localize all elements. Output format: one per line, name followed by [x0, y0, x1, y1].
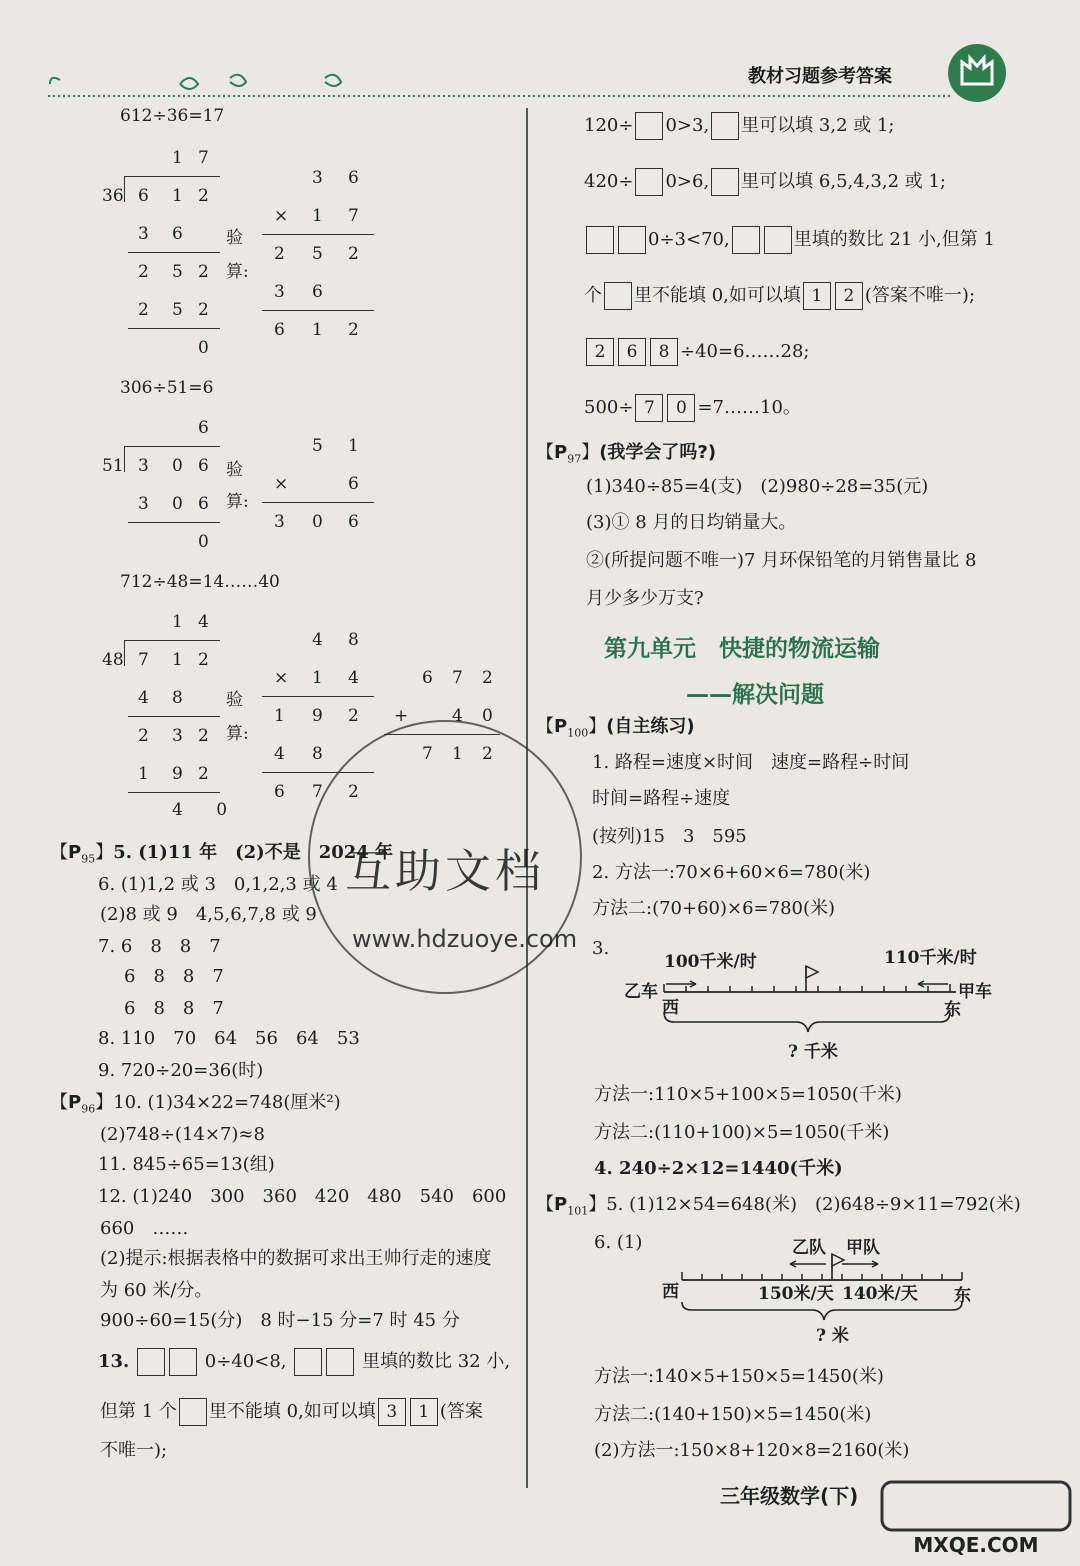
s1c: (按列)15 3 595	[592, 826, 747, 847]
s1a: 1. 路程=速度×时间 速度=路程÷时间	[592, 752, 910, 773]
answer-p96-10: 【$P_{96}$】10. (1)34×22=748(厘米²)	[50, 1092, 341, 1116]
digit: 7	[452, 668, 463, 688]
digit: 7	[138, 650, 149, 670]
digit: 2	[138, 300, 149, 320]
book-logo-icon	[948, 44, 1006, 102]
s6: 6. (1)	[594, 1232, 643, 1253]
digit: 1	[312, 206, 323, 226]
number-line-cars-icon	[656, 962, 966, 1046]
digit: 8	[312, 744, 323, 764]
plus-sign: +	[394, 706, 409, 726]
car-right: 甲车	[958, 982, 992, 1002]
blank-box	[137, 1348, 165, 1376]
digit: 6	[172, 224, 183, 244]
check-label: 验	[226, 228, 243, 248]
digit: 3	[138, 224, 149, 244]
check-label: 算:	[226, 724, 249, 744]
digit: 6	[198, 456, 209, 476]
unit-title: 第九单元 快捷的物流运输	[604, 636, 880, 662]
answer-13b: 但第 1 个 里不能填 0,如可以填 3 1 (答案	[100, 1398, 483, 1426]
filled-box: 7	[635, 394, 663, 422]
s6b: 方法二:(140+150)×5=1450(米)	[594, 1404, 872, 1425]
digit: 2	[198, 764, 209, 784]
digit: 5	[172, 262, 183, 282]
page-footer: 三年级数学(下)	[720, 1484, 859, 1508]
answer-7a: 7. 6 8 8 7	[98, 936, 221, 957]
team-right: 甲队	[846, 1238, 880, 1258]
car-left: 乙车	[624, 982, 658, 1002]
mxqe-logo-text: MXQE.COM	[913, 1533, 1039, 1557]
blank-box	[711, 112, 739, 140]
total-distance: ? 米	[816, 1326, 849, 1346]
digit: 4	[138, 688, 149, 708]
speed-left: 150米/天	[758, 1284, 834, 1304]
digit: 9	[172, 764, 183, 784]
digit: 2	[198, 300, 209, 320]
digit: 2	[138, 726, 149, 746]
digit: 7	[348, 206, 359, 226]
team-left: 乙队	[792, 1238, 826, 1258]
digit: 3	[138, 456, 149, 476]
digit: 1	[274, 706, 285, 726]
s4: 4. 240÷2×12=1440(千米)	[594, 1158, 843, 1179]
west-label: 西	[662, 1282, 679, 1302]
blank-box	[179, 1398, 207, 1426]
p97-c: ②(所提问题不唯一)7 月环保铅笔的月销售量比 8	[586, 550, 977, 571]
divisor: 51	[102, 456, 124, 476]
digit: 4	[452, 706, 463, 726]
answer-12d: 为 60 米/分。	[100, 1280, 213, 1301]
filled-box: 8	[650, 338, 678, 366]
equation-612: 612÷36=17	[120, 106, 225, 126]
blank-box	[635, 112, 663, 140]
answer-12b: 660 ……	[100, 1218, 189, 1239]
right-line-1: 120÷ 0>3, 里可以填 3,2 或 1;	[584, 112, 894, 140]
right-line-5: 2 6 8 ÷40=6……28;	[584, 338, 810, 366]
remainder: 0	[198, 338, 209, 358]
section-p97: 【$P_{97}$】(我学会了吗?)	[536, 442, 717, 466]
digit: 9	[312, 706, 323, 726]
east-label: 东	[944, 1000, 961, 1020]
digit: 2	[138, 262, 149, 282]
digit: 2	[198, 650, 209, 670]
digit: 1	[312, 668, 323, 688]
digit: 5	[312, 244, 323, 264]
right-line-6: 500÷ 7 0 =7……10。	[584, 394, 801, 422]
answer-12e: 900÷60=15(分) 8 时−15 分=7 时 45 分	[100, 1310, 460, 1331]
filled-box: 2	[835, 282, 863, 310]
answer-11: 11. 845÷65=13(组)	[98, 1154, 275, 1175]
filled-box: 0	[667, 394, 695, 422]
blank-box	[764, 226, 792, 254]
answer-6a: 6. (1)1,2 或 3 0,1,2,3 或 4	[98, 874, 338, 895]
digit: 2	[198, 726, 209, 746]
mxqe-logo-icon	[876, 1476, 1076, 1561]
check-label: 算:	[226, 492, 249, 512]
unit-subtitle: ——解决问题	[686, 682, 824, 708]
times-sign: ×	[274, 206, 289, 226]
west-label: 西	[662, 998, 679, 1018]
check-label: 验	[226, 460, 243, 480]
digit: 1	[348, 436, 359, 456]
s2a: 2. 方法一:70×6+60×6=780(米)	[592, 862, 871, 883]
blank-box	[169, 1348, 197, 1376]
blank-box	[635, 168, 663, 196]
digit: 0	[172, 494, 183, 514]
digit: 7	[422, 744, 433, 764]
blank-box	[604, 282, 632, 310]
p97-b: (3)① 8 月的日均销量大。	[586, 512, 797, 533]
digit: 1	[312, 320, 323, 340]
digit: 0	[482, 706, 493, 726]
digit: 6	[348, 474, 359, 494]
filled-box: 6	[618, 338, 646, 366]
equation-306: 306÷51=6	[120, 378, 214, 398]
digit: 4	[312, 630, 323, 650]
digit: 3	[274, 512, 285, 532]
filled-box: 1	[803, 282, 831, 310]
answer-7b: 6 8 8 7	[124, 966, 224, 987]
s3-label: 3.	[592, 938, 610, 959]
number-line-teams-icon	[676, 1250, 966, 1332]
p97-a: (1)340÷85=4(支) (2)980÷28=35(元)	[586, 476, 929, 497]
remainder: 0	[198, 532, 209, 552]
answer-7c: 6 8 8 7	[124, 998, 224, 1019]
answer-13c: 不唯一);	[100, 1440, 168, 1461]
digit: 2	[348, 320, 359, 340]
east-label: 东	[954, 1286, 971, 1306]
digit: 3	[274, 282, 285, 302]
answer-12c: (2)提示:根据表格中的数据可求出王帅行走的速度	[100, 1248, 492, 1269]
digit: 6	[198, 418, 209, 438]
digit: 4	[348, 668, 359, 688]
digit: 1	[172, 650, 183, 670]
digit: 2	[198, 186, 209, 206]
digit: 7	[312, 782, 323, 802]
equation-712: 712÷48=14……40	[120, 572, 280, 592]
times-sign: ×	[274, 474, 289, 494]
watermark-url: www.hdzuoye.com	[352, 925, 578, 953]
digit: 1	[172, 186, 183, 206]
s3b: 方法二:(110+100)×5=1050(千米)	[594, 1122, 890, 1143]
digit: 2	[482, 668, 493, 688]
digit: 1	[452, 744, 463, 764]
digit: 2	[274, 244, 285, 264]
digit: 3	[312, 168, 323, 188]
answer-8: 8. 110 70 64 56 64 53	[98, 1028, 360, 1049]
blank-box	[586, 226, 614, 254]
section-p101: 【$P_{101}$】5. (1)12×54=648(米) (2)648÷9×11=792(米)	[536, 1194, 1021, 1218]
check-label: 验	[226, 690, 243, 710]
blank-box	[326, 1348, 354, 1376]
digit: 6	[348, 512, 359, 532]
divisor: 36	[102, 186, 124, 206]
answer-6b: (2)8 或 9 4,5,6,7,8 或 9	[100, 904, 317, 925]
digit: 1	[172, 148, 183, 168]
digit: 6	[348, 168, 359, 188]
speed-right: 140米/天	[842, 1284, 918, 1304]
filled-box: 1	[410, 1398, 438, 1426]
divisor: 48	[102, 650, 124, 670]
p97-d: 月少多少万支?	[586, 588, 704, 609]
digit: 8	[172, 688, 183, 708]
watermark-title: 互助文档	[345, 844, 545, 898]
answer-12a: 12. (1)240 300 360 420 480 540 600	[98, 1186, 507, 1207]
digit: 1	[172, 612, 183, 632]
answer-13a: 13. 0÷40<8, 里填的数比 32 小,	[98, 1348, 510, 1376]
digit: 0	[312, 512, 323, 532]
right-line-2: 420÷ 0>6, 里可以填 6,5,4,3,2 或 1;	[584, 168, 946, 196]
digit: 1	[138, 764, 149, 784]
digit: 4	[198, 612, 209, 632]
blank-box	[294, 1348, 322, 1376]
digit: 2	[348, 782, 359, 802]
section-p100: 【$P_{100}$】(自主练习)	[536, 716, 695, 740]
s1b: 时间=路程÷速度	[592, 788, 731, 809]
digit: 2	[348, 244, 359, 264]
header-title: 教材习题参考答案	[748, 66, 892, 87]
digit: 2	[482, 744, 493, 764]
digit: 6	[422, 668, 433, 688]
answer-p95-5: 【$P_{95}$】5. (1)11 年 (2)不是 2024 年	[50, 842, 394, 866]
blank-box	[711, 168, 739, 196]
blank-box	[618, 226, 646, 254]
digit: 5	[172, 300, 183, 320]
total-distance: ? 千米	[788, 1042, 838, 1062]
filled-box: 3	[378, 1398, 406, 1426]
digit: 8	[348, 630, 359, 650]
filled-box: 2	[586, 338, 614, 366]
check-label: 算:	[226, 262, 249, 282]
digit: 0	[172, 456, 183, 476]
s2b: 方法二:(70+60)×6=780(米)	[592, 898, 836, 919]
digit: 6	[198, 494, 209, 514]
speed-right: 110千米/时	[884, 948, 977, 968]
digit: 6	[274, 782, 285, 802]
remainder: 4 0	[172, 800, 242, 820]
right-line-3: 0÷3<70, 里填的数比 21 小,但第 1	[584, 226, 995, 254]
s6a: 方法一:140×5+150×5=1450(米)	[594, 1366, 884, 1387]
answer-10b: (2)748÷(14×7)≈8	[100, 1124, 265, 1145]
digit: 5	[312, 436, 323, 456]
digit: 6	[312, 282, 323, 302]
digit: 7	[198, 148, 209, 168]
digit: 6	[138, 186, 149, 206]
digit: 6	[274, 320, 285, 340]
s6c: (2)方法一:150×8+120×8=2160(米)	[594, 1440, 910, 1461]
digit: 3	[138, 494, 149, 514]
page-header	[0, 0, 1080, 108]
right-line-4: 个 里不能填 0,如可以填 1 2 (答案不唯一);	[584, 282, 975, 310]
times-sign: ×	[274, 668, 289, 688]
blank-box	[732, 226, 760, 254]
digit: 3	[172, 726, 183, 746]
digit: 2	[198, 262, 209, 282]
speed-left: 100千米/时	[664, 952, 757, 972]
digit: 4	[274, 744, 285, 764]
s3a: 方法一:110×5+100×5=1050(千米)	[594, 1084, 902, 1105]
digit: 2	[348, 706, 359, 726]
answer-9: 9. 720÷20=36(时)	[98, 1060, 264, 1081]
